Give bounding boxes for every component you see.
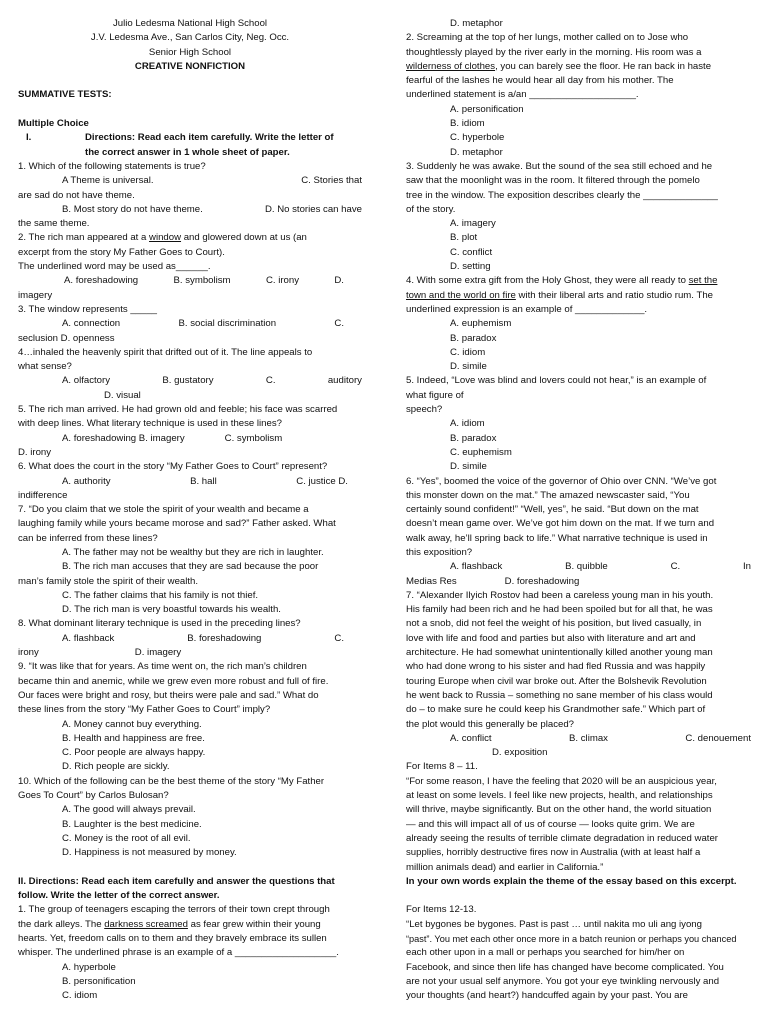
option-a: A. The good will always prevail. (62, 804, 196, 816)
excerpt-line: Facebook, and since then life has changed have become complicated. You (406, 961, 724, 973)
question-stem: excerpt from the story My Father Goes to Court). (18, 246, 225, 258)
excerpt-line: — and this will impact all of us of course — looks quite grim. We are (406, 818, 695, 830)
excerpt-line: your thoughts (and heart?) handcuffed again by your past. You are (406, 990, 688, 1002)
option-a: A. flashback (62, 632, 115, 644)
option-c: C. Money is the root of all evil. (62, 832, 191, 844)
question-stem: 8. What dominant literary technique is used in the preceding lines? (18, 618, 301, 630)
option-d: D. setting (450, 261, 491, 273)
question-stem: 7. “Do you claim that we stole the spirit of your wealth and became a (18, 504, 309, 516)
option-b: B. foreshadowing (187, 632, 262, 644)
question-stem: 10. Which of the following can be the best theme of the story “My Father (18, 775, 325, 787)
option-c: C. irony (265, 275, 299, 287)
option-c: C. (334, 632, 344, 644)
option-a: A. flashback (450, 561, 503, 573)
question-options (18, 432, 362, 446)
question-stem: Goes To Court” by Carlos Bulosan? (18, 790, 169, 802)
question-stem: 1. Which of the following statements is true? (18, 160, 206, 172)
underlined-phrase: set the (688, 275, 718, 287)
option-c-continued: irony (18, 647, 39, 659)
school-name: Julio Ledesma National High School (112, 18, 268, 29)
option-b: B. Laughter is the best medicine. (62, 818, 202, 830)
section2-directions: follow. Write the letter of the correct answer. (18, 890, 220, 902)
option-c: C. symbolism (224, 432, 283, 444)
option-ab: A. foreshadowing B. imagery (62, 432, 185, 444)
question-stem: touring Europe when civil war broke out. After the Bolshevik Revolution (406, 675, 707, 687)
option-d: D. visual (104, 389, 141, 401)
option-d: D. The rich man is very boastful towards his wealth. (62, 604, 281, 616)
option-b: B. paradox (450, 432, 497, 444)
option-c: C. (334, 318, 344, 330)
question-options (18, 374, 362, 388)
option-a: A. connection (62, 318, 121, 330)
option-b: B. paradox (450, 332, 497, 344)
excerpt-line: already seeing the results of terrible climate degradation in reduced water (406, 832, 718, 844)
option-c: C. idiom (450, 346, 486, 358)
option-b: B. quibble (565, 561, 608, 573)
question-stem: what sense? (18, 361, 72, 373)
question-stem: underlined statement is a/an ____________________. (406, 89, 639, 101)
question-stem: His family had been rich and he had been spoiled but for all that, he was (406, 604, 713, 616)
option-d: indifference (18, 489, 68, 501)
question-stem: Our faces were bright and rosy, but theirs were pale and sad.” What do (18, 689, 319, 701)
question-stem: 2. Screaming at the top of her lungs, mother called on to Jose who (406, 32, 689, 44)
excerpt-line: “For some reason, I have the feeling that 2020 will be an auspicious year, (406, 775, 717, 787)
question-options (406, 575, 751, 589)
excerpt-line: “past”. You met each other once more in a batch reunion or perhaps you chanced (406, 934, 737, 944)
question-options (18, 203, 362, 217)
question-stem: can be inferred from these lines? (18, 532, 158, 544)
option-c-continued: are sad do not have theme. (18, 189, 135, 201)
question-stem: what figure of (406, 389, 464, 401)
option-b: B. gustatory (162, 375, 214, 387)
option-b: B. idiom (450, 118, 485, 130)
option-c: C. (670, 561, 681, 573)
stem-text: with their liberal arts and ratio studio rum. The (515, 289, 713, 301)
section1-directions (18, 131, 362, 160)
question-stem: 6. What does the court in the story “My Father Goes to Court” represent? (18, 461, 328, 473)
question-stem: 7. “Alexander Ilyich Rostov had been a careless young man in his youth. (406, 589, 714, 601)
stem-text: the dark alleys. The (18, 918, 105, 930)
stem-text: as fear grew within their young (187, 918, 321, 930)
stem-text: , you can barely see the floor. He ran back in haste (495, 60, 712, 72)
question-stem (18, 231, 362, 245)
option-b: B. personification (62, 975, 136, 987)
option-a: A. idiom (450, 418, 485, 430)
question-stem: 4…inhaled the heavenly spirit that drifted out of it. The line appeals to (18, 346, 313, 358)
question-stem: 3. Suddenly he was awake. But the sound of the sea still echoed and he (406, 160, 713, 172)
question-stem: who had done wrong to his sister and had fled Russia and was happily (406, 661, 706, 673)
option-c: C. The father claims that his family is not thief. (62, 589, 259, 601)
option-c: C. hyperbole (450, 132, 505, 144)
question-stem: he went back to Russia – something no sane member of his class would (406, 689, 713, 701)
directions-line-1: Directions: Read each item carefully. Write the letter of (85, 132, 334, 144)
option-continued: seclusion D. openness (18, 332, 115, 344)
question-stem: the plot would this generally be placed? (406, 718, 575, 730)
question-stem: these lines from the story “My Father Goes to Court” imply? (18, 704, 271, 716)
excerpt-line: million animals dead) and earlier in California.” (406, 861, 604, 873)
underlined-phrase: wilderness of clothes (406, 60, 496, 72)
option-b-continued: man’s family stole the spirit of their wealth. (18, 575, 199, 587)
section1-label: Multiple Choice (18, 118, 89, 130)
school-address: J.V. Ledesma Ave., San Carlos City, Neg. Occ. (90, 32, 290, 44)
option-b: B. hall (190, 475, 217, 487)
stem-text: 4. With some extra gift from the Holy Ghost, they were all ready to (406, 275, 689, 287)
underlined-word: window (149, 232, 182, 244)
option-b: B. plot (450, 232, 478, 244)
option-b: B. climax (569, 732, 608, 744)
question-stem: 5. The rich man arrived. He had grown old and feeble; his face was scarred (18, 404, 338, 416)
question-options (406, 732, 751, 746)
question-stem: hearts. Yet, freedom calls on to them and they bravely embrace its sullen (18, 933, 327, 944)
option-d: D. (334, 275, 344, 287)
option-a: A. hyperbole (62, 961, 116, 973)
question-options (18, 174, 362, 188)
excerpt-line: are not your usual self anymore. You got your eye twinkling nervously and (406, 975, 720, 987)
underlined-phrase: town and the world on fire (406, 289, 516, 301)
left-column (18, 17, 362, 1003)
directions-line-2: the correct answer in 1 whole sheet of paper. (85, 146, 290, 158)
question-options (18, 632, 362, 646)
option-a: A. authority (62, 475, 111, 487)
essay-question: In your own words explain the theme of the essay based on this excerpt. (406, 875, 737, 887)
option-b: B. symbolism (173, 275, 231, 287)
option-c: C. idiom (62, 990, 98, 1002)
option-b: B. Most story do not have theme. (62, 203, 203, 215)
option-b: B. The rich man accuses that they are sad because the poor (62, 561, 319, 573)
option-c-continued: Medias Res (406, 575, 457, 587)
stem-text: 2. The rich man appeared at a (18, 232, 150, 244)
option-c: C. justice D. (296, 475, 348, 487)
option-a: A. olfactory (62, 375, 110, 387)
question-stem (18, 918, 362, 932)
items-label: For Items 12-13. (406, 904, 477, 916)
question-stem: speech? (406, 404, 443, 416)
option-c: C. Poor people are always happy. (62, 747, 206, 759)
option-c: C. (265, 375, 276, 387)
question-stem: doesn’t mean game over. We’ve got him down on the mat. If we turn and (406, 518, 715, 530)
excerpt-line: will thrive, maybe significantly. But on the other hand, the world situation (406, 804, 712, 816)
excerpt-line: at least on some levels. I feel like new projects, health, and relationships (406, 790, 713, 802)
question-stem: whisper. The underlined phrase is an example of a ___________________. (18, 947, 339, 959)
subject-title: CREATIVE NONFICTION (134, 60, 246, 72)
excerpt-line: each other upon in a mall or perhaps you searched for him/her on (406, 947, 685, 959)
question-stem: with deep lines. What literary technique is used in these lines? (18, 418, 282, 430)
section2-directions: II. Directions: Read each item carefully and answer the questions that (18, 875, 335, 887)
question-stem: love with life and food and parties but also with literature and art and (406, 632, 696, 644)
option-d: D. simile (450, 361, 487, 373)
question-stem: walk away, he’ll spring back to life.” What narrative technique is used in (406, 532, 708, 544)
option-a: A. The father may not be wealthy but they are rich in laughter. (62, 546, 324, 558)
question-options (406, 560, 751, 574)
option-d: D. exposition (492, 747, 548, 759)
question-options (18, 475, 362, 489)
option-d: D. imagery (134, 647, 182, 659)
option-d: D. simile (450, 461, 487, 473)
school-level: Senior High School (148, 46, 232, 58)
option-d-continued: imagery (18, 289, 53, 301)
option-c: C. conflict (450, 246, 493, 258)
question-stem: this exposition? (406, 546, 473, 558)
question-stem: 5. Indeed, “Love was blind and lovers could not hear,” is an example of (406, 375, 707, 387)
option-d: D. foreshadowing (504, 575, 580, 587)
option-d: D. Happiness is not measured by money. (62, 847, 237, 859)
option-d: D. irony (18, 446, 52, 458)
option-a: A. Money cannot buy everything. (62, 718, 202, 730)
question-stem: architecture. He had somewhat unintentionally killed another young man (406, 647, 713, 659)
option-c: C. Stories that (301, 175, 362, 187)
question-stem: fearful of the lashes he would hear all day from his mother. The (406, 75, 674, 87)
question-stem (406, 289, 751, 303)
question-options (18, 646, 362, 660)
page-title: SUMMATIVE TESTS: (18, 89, 112, 101)
question-stem: this monster down on the mat.” The amazed newscaster said, “You (406, 489, 690, 501)
option-a: A. foreshadowing (64, 275, 139, 287)
question-stem (406, 274, 751, 288)
question-stem: 1. The group of teenagers escaping the terrors of their town crept through (18, 904, 330, 916)
question-options (18, 317, 362, 331)
option-c: C. euphemism (450, 446, 512, 458)
option-b: B. social discrimination (178, 318, 277, 330)
option-d: D. Rich people are sickly. (62, 761, 170, 773)
option-a: A. imagery (450, 218, 496, 230)
option-d: D. metaphor (450, 18, 503, 29)
question-stem: tree in the window. The exposition describes clearly the ______________ (406, 189, 718, 201)
question-stem: 6. “Yes”, boomed the voice of the governor of Ohio over CNN. “We’ve got (406, 475, 717, 487)
question-stem: underlined expression is an example of _____________. (406, 303, 648, 315)
question-stem: 9. “It was like that for years. As time went on, the rich man’s children (18, 661, 307, 673)
question-stem: not a snob, did not feel the weight of his position, but lived casually, in (406, 618, 702, 630)
question-stem: of the story. (406, 203, 456, 215)
option-a: A. personification (450, 103, 524, 115)
underlined-phrase: darkness screamed (104, 918, 188, 930)
question-stem (406, 60, 751, 74)
question-options (18, 274, 362, 288)
question-stem: certainly sound confident!” “Well, yes”, he said. “But down on the mat (406, 504, 699, 516)
question-stem: saw that the moonlight was in the room. It filtered through the pomelo (406, 175, 700, 187)
question-stem: 3. The window represents _____ (18, 303, 158, 315)
question-stem: The underlined word may be used as______. (18, 261, 211, 273)
question-stem: thoughtlessly played by the river early in the morning. His room was a (406, 46, 702, 58)
roman-numeral: I. (26, 132, 32, 144)
option-a: A Theme is universal. (62, 175, 154, 187)
stem-text: and glowered down at us (an (181, 232, 307, 244)
option-d-continued: the same theme. (18, 218, 90, 230)
option-c: C. denouement (685, 732, 751, 744)
question-stem: do – to make sure he could keep his Grandmother safe.” Which part of (406, 704, 706, 716)
option-c-value: auditory (327, 375, 362, 387)
items-label: For Items 8 – 11. (406, 761, 478, 773)
option-c-value: In (742, 561, 751, 573)
option-a: A. euphemism (450, 318, 512, 330)
question-stem: became thin and anemic, while we grew even more robust and full of fire. (18, 675, 329, 687)
option-a: A. conflict (450, 732, 492, 744)
option-d: D. metaphor (450, 146, 503, 158)
excerpt-line: supplies, horribly destructive fires now in Australia (with at least half a (406, 847, 701, 859)
option-d: D. No stories can have (264, 203, 362, 215)
excerpt-line: “Let bygones be bygones. Past is past … until nakita mo uli ang iyong (406, 918, 702, 930)
option-b: B. Health and happiness are free. (62, 732, 205, 744)
right-column (406, 17, 751, 1003)
question-stem: laughing family while yours became morose and sad?” Father asked. What (18, 518, 336, 530)
